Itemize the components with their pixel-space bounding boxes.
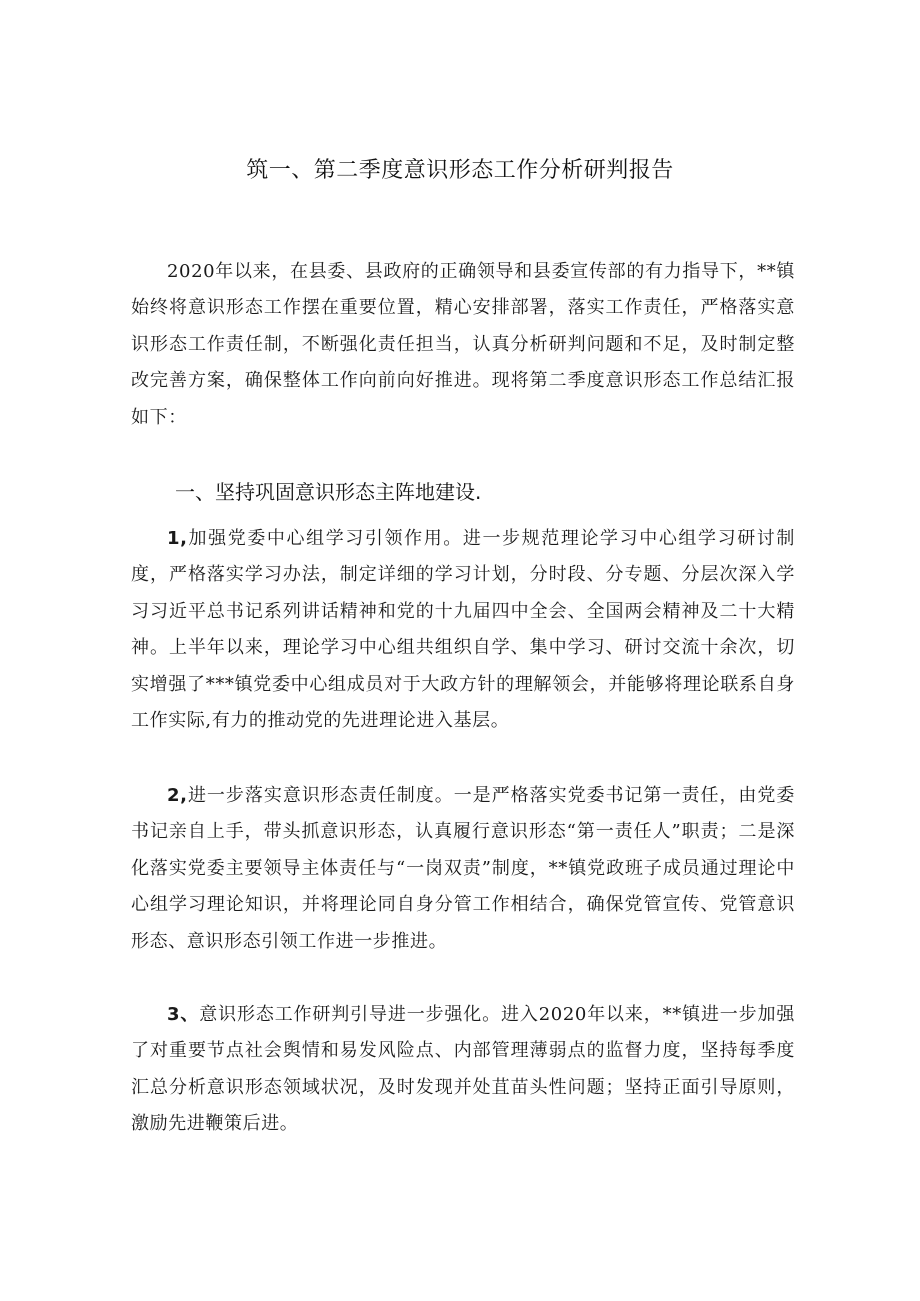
item-number: 2, — [167, 785, 188, 806]
list-item — [131, 997, 795, 1143]
page-title: 筑一、第二季度意识形态工作分析研判报告 — [246, 158, 674, 183]
list-item — [131, 521, 795, 739]
item-number: 1, — [167, 528, 188, 549]
item-text: 意识形态工作研判引导进一步强化。进入2020年以来，**镇进一步加强了对重要节点社会舆情和易发风险点、内部管理薄弱点的监督力度，坚持每季度汇总分析意识形态领域状况，及时发现并处苴苗头性问题；坚持正面引导原则，激励先进鞭策后进。 — [131, 1004, 795, 1135]
item-text: 加强党委中心组学习引领作用。进一步规范理论学习中心组学习研讨制度，严格落实学习办法，制定详细的学习计划，分时段、分专题、分层次深入学习习近平总书记系列讲话精神和党的十九届四中全会、全国两会精神及二十大精神。上半年以来，理论学习中心组共组织自学、集中学习、研讨交流十余次，切实增强了***镇党委中心组成员对于大政方针的理解领会，并能够将理论联系自身工作实际,有力的推动党的先进理论进入基层。 — [131, 528, 795, 732]
item-text: 进一步落实意识形态责任制度。一是严格落实党委书记第一责任，由党委书记亲自上手，带头抓意识形态，认真履行意识形态“第一责任人”职责；二是深化落实党委主要领导主体责任与“一岗双责”制度，**镇党政班子成员通过理论中心组学习理论知识，并将理论同自身分管工作相结合，确保党管宣传、党管意识形态、意识形态引领工作进一步推进。 — [131, 785, 795, 952]
intro-paragraph: 2020年以来，在县委、县政府的正确领导和县委宣传部的有力指导下，**镇始终将意识形态工作摆在重要位置，精心安排部署，落实工作责任，严格落实意识形态工作责任制，不断强化责任担当，认真分析研判问题和不足，及时制定整改完善方案，确保整体工作向前向好推进。现将第二季度意识形态工作总结汇报如下： — [131, 261, 795, 428]
item-number: 3、 — [167, 1004, 200, 1025]
list-item — [131, 778, 795, 960]
section-heading: 一、坚持巩固意识形态主阵地建设. — [175, 480, 482, 504]
